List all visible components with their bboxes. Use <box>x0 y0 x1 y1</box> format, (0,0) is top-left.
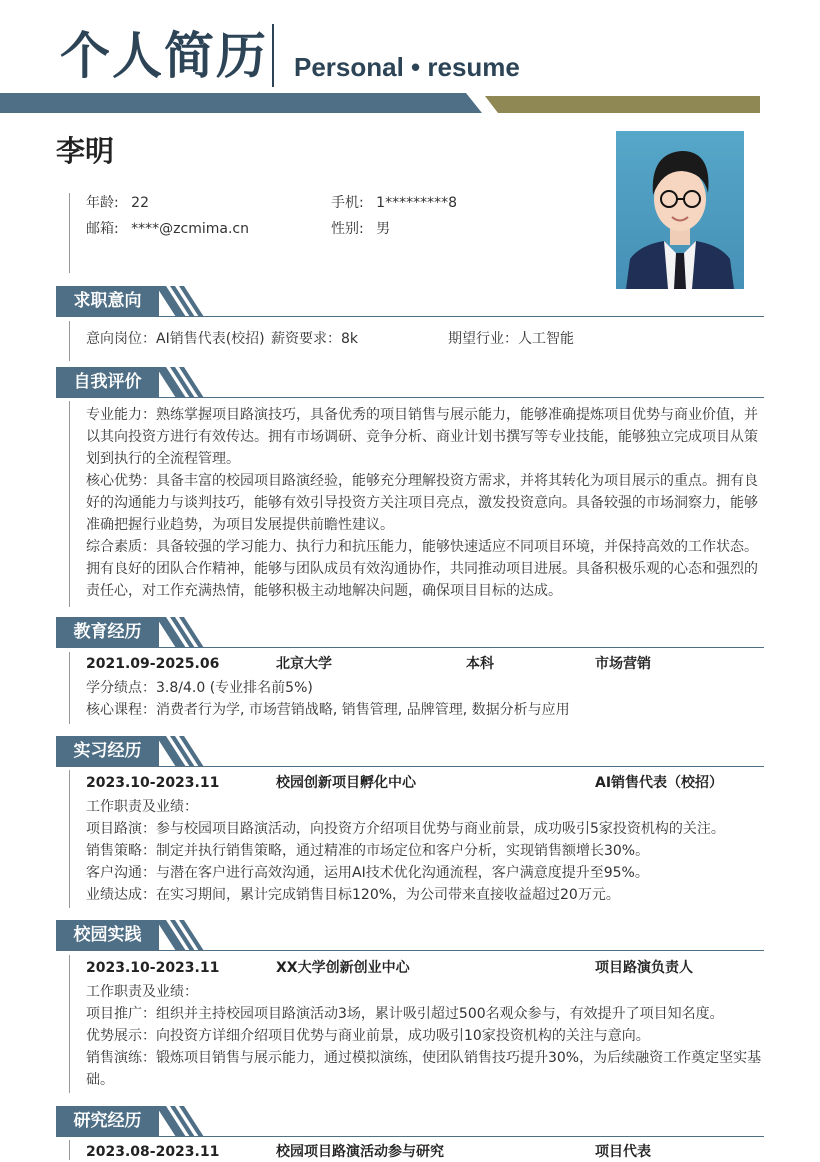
intent-salary: 薪资要求：8k <box>271 331 359 347</box>
phone-value: 1*********8 <box>376 195 457 211</box>
email-label: 邮箱: <box>86 221 119 237</box>
portrait-illustration <box>616 131 744 289</box>
campus-org: XX大学创新创业中心 <box>276 960 410 976</box>
section-title: 教育经历 <box>56 617 159 648</box>
campus-line: 工作职责及业绩： <box>86 984 198 1000</box>
education-school: 北京大学 <box>276 656 332 672</box>
section-rule <box>56 397 764 398</box>
section-rule <box>56 316 764 317</box>
section-title: 校园实践 <box>56 920 159 951</box>
section-vbar <box>69 770 70 908</box>
age-field <box>86 193 149 213</box>
internship-line: 销售策略：制定并执行销售策略，通过精准的市场定位和客户分析，实现销售额增长30%。 <box>86 843 650 859</box>
section-title: 求职意向 <box>56 286 159 317</box>
self-eval-paragraph: 专业能力：熟练掌握项目路演技巧，具备优秀的项目销售与展示能力，能够准确提炼项目优势与商业价值，并以其向投资方进行有效传达。拥有市场调研、竞争分析、商业计划书撰写等专业技能，能够独立完成项目从策划到执行的全流程管理。 <box>86 407 758 467</box>
stripes-decoration <box>156 286 206 317</box>
internship-role: AI销售代表（校招） <box>595 775 724 791</box>
intent-industry: 期望行业：人工智能 <box>448 331 574 347</box>
age-label: 年龄: <box>86 195 119 211</box>
section-header-intent <box>56 286 764 318</box>
stripes-decoration <box>156 736 206 767</box>
section-vbar <box>69 652 70 724</box>
self-evaluation-text <box>86 404 766 602</box>
gender-value: 男 <box>376 221 391 237</box>
internship-date: 2023.10-2023.11 <box>86 775 220 791</box>
email-value: ****@zcmima.cn <box>131 221 249 237</box>
section-rule <box>56 647 764 648</box>
section-header-self-eval <box>56 367 764 399</box>
section-header-campus <box>56 920 764 952</box>
stripes-decoration <box>156 920 206 951</box>
section-header-research <box>56 1106 764 1138</box>
campus-role: 项目路演负责人 <box>595 960 693 976</box>
age-value: 22 <box>131 195 149 211</box>
header-divider <box>272 24 274 87</box>
section-vbar <box>69 401 70 607</box>
internship-line: 业绩达成：在实习期间，累计完成销售目标120%，为公司带来直接收益超过20万元。 <box>86 887 620 903</box>
section-header-education <box>56 617 764 649</box>
section-vbar <box>69 955 70 1093</box>
internship-line: 工作职责及业绩： <box>86 799 198 815</box>
campus-date: 2023.10-2023.11 <box>86 960 220 976</box>
campus-last-line: 销售演练：锻炼项目销售与展示能力，通过模拟演练，使团队销售技巧提升30%，为后续融资工作奠定坚实基础。 <box>86 1050 762 1088</box>
phone-field <box>331 193 457 213</box>
info-divider <box>69 193 70 273</box>
section-header-internship <box>56 736 764 768</box>
research-role: 项目代表 <box>595 1144 651 1160</box>
section-vbar <box>69 1140 70 1160</box>
intent-position: 意向岗位：AI销售代表(校招) <box>86 331 265 347</box>
self-eval-paragraph: 综合素质：具备较强的学习能力、执行力和抗压能力，能够快速适应不同项目环境，并保持高效的工作状态。拥有良好的团队合作精神，能够与团队成员有效沟通协作，共同推动项目进展。具备积极乐观的心态和强烈的责任心，对工作充满热情，能够积极主动地解决问题，确保项目目标的达成。 <box>86 539 758 599</box>
campus-line: 优势展示：向投资方详细介绍项目优势与商业前景，成功吸引10家投资机构的关注与意向。 <box>86 1028 650 1044</box>
stripes-decoration <box>156 617 206 648</box>
research-date: 2023.08-2023.11 <box>86 1144 220 1160</box>
gender-label: 性别: <box>331 221 364 237</box>
portrait-photo <box>616 131 744 289</box>
email-field <box>86 219 249 239</box>
stripes-decoration <box>156 367 206 398</box>
internship-org: 校园创新项目孵化中心 <box>276 775 416 791</box>
education-gpa: 学分绩点：3.8/4.0 (专业排名前5%) <box>86 680 313 696</box>
candidate-name: 李明 <box>56 134 115 168</box>
section-rule <box>56 950 764 951</box>
education-degree: 本科 <box>466 656 494 672</box>
education-date: 2021.09-2025.06 <box>86 656 220 672</box>
section-rule <box>56 766 764 767</box>
internship-line: 项目路演：参与校园项目路演活动，向投资方介绍项目优势与商业前景，成功吸引5家投资机构的关注。 <box>86 821 725 837</box>
phone-label: 手机: <box>331 195 364 211</box>
education-courses: 核心课程：消费者行为学, 市场营销战略, 销售管理, 品牌管理, 数据分析与应用 <box>86 702 570 718</box>
section-vbar <box>69 321 70 361</box>
section-title: 自我评价 <box>56 367 159 398</box>
internship-line: 客户沟通：与潜在客户进行高效沟通，运用AI技术优化沟通流程，客户满意度提升至95%。 <box>86 865 649 881</box>
self-eval-paragraph: 核心优势：具备丰富的校园项目路演经验，能够充分理解投资方需求，并将其转化为项目展示的重点。拥有良好的沟通能力与谈判技巧，能够有效引导投资方关注项目亮点，激发投资意向。具备较强的市场洞察力，能够准确把握行业趋势，为项目发展提供前瞻性建议。 <box>86 473 758 533</box>
gender-field <box>331 219 390 239</box>
research-org: 校园项目路演活动参与研究 <box>276 1144 444 1160</box>
stripes-decoration <box>156 1106 206 1137</box>
page-subtitle: Personal • resume <box>294 52 520 82</box>
section-title: 实习经历 <box>56 736 159 767</box>
education-major: 市场营销 <box>595 656 651 672</box>
section-rule <box>56 1136 764 1137</box>
section-title: 研究经历 <box>56 1106 159 1137</box>
page-title: 个人简历 <box>60 27 268 85</box>
campus-line: 项目推广：组织并主持校园项目路演活动3场，累计吸引超过500名观众参与，有效提升了项目知名度。 <box>86 1006 724 1022</box>
header-banner <box>0 93 762 113</box>
